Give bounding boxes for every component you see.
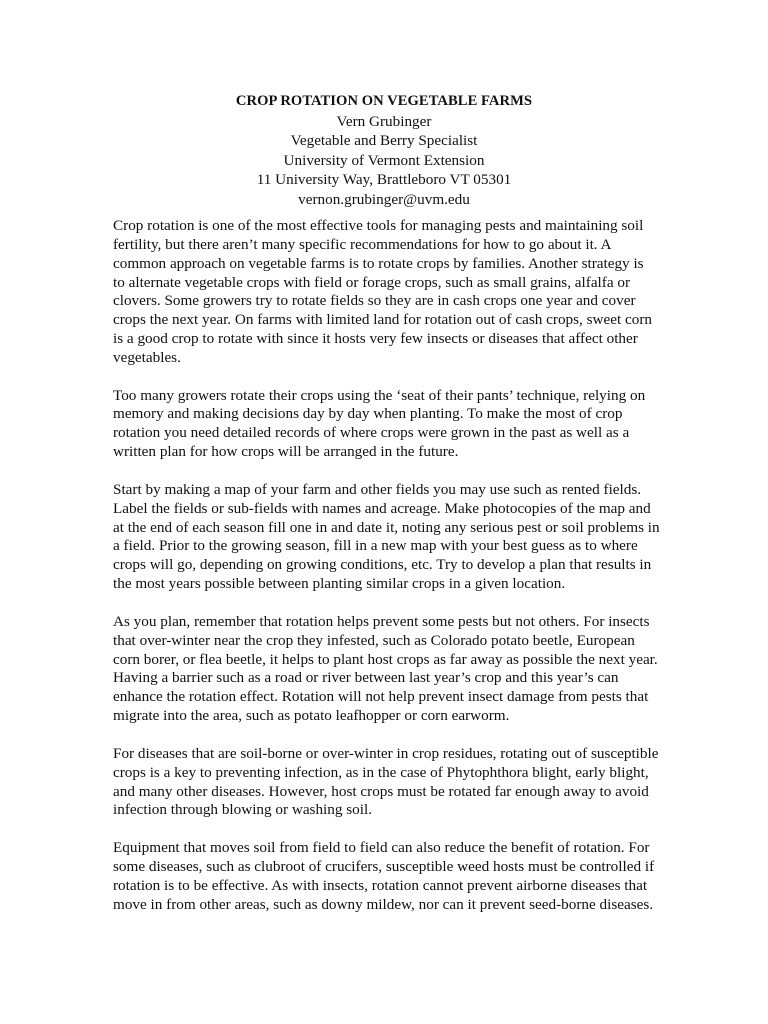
text-line: Label the fields or sub-fields with names and acreage. Make photocopies of the map and xyxy=(113,499,651,517)
document-header xyxy=(0,92,768,210)
text-line: is a good crop to rotate with since it hosts very few insects or diseases that affect other xyxy=(113,330,638,348)
text-line: Too many growers rotate their crops using the ‘seat of their pants’ technique, relying on xyxy=(113,386,646,404)
text-line: the most years possible between planting similar crops in a given location. xyxy=(113,575,566,593)
text-line: fertility, but there aren’t many specific recommendations for how to go about it. A xyxy=(113,235,612,253)
author-institution: University of Vermont Extension xyxy=(283,151,485,169)
text-line: move in from other areas, such as downy mildew, nor can it prevent seed-borne diseases. xyxy=(113,895,654,913)
text-line: that over-winter near the crop they infested, such as Colorado potato beetle, European xyxy=(113,631,635,649)
text-line: Having a barrier such as a road or river between last year’s crop and this year’s can xyxy=(113,669,619,687)
text-line: infection through blowing or washing soil. xyxy=(113,801,373,819)
text-line: written plan for how crops will be arranged in the future. xyxy=(113,443,459,461)
paragraph-5 xyxy=(113,745,661,820)
text-line: corn borer, or flea beetle, it helps to plant host crops as far away as possible the next year. xyxy=(113,650,658,668)
text-line: Start by making a map of your farm and other fields you may use such as rented fields. xyxy=(113,480,642,498)
paragraph-3 xyxy=(113,481,661,594)
text-line: migrate into the area, such as potato leafhopper or corn earworm. xyxy=(113,707,510,725)
text-line: enhance the rotation effect. Rotation will not help prevent insect damage from pests that xyxy=(113,688,649,706)
text-line: common approach on vegetable farms is to rotate crops by families. Another strategy is xyxy=(113,254,644,272)
text-line: crops is a key to preventing infection, as in the case of Phytophthora blight, early blight, xyxy=(113,763,649,781)
text-line: crops the next year. On farms with limited land for rotation out of cash crops, sweet corn xyxy=(113,311,653,329)
text-line: Crop rotation is one of the most effective tools for managing pests and maintaining soil xyxy=(113,217,644,234)
document-title: CROP ROTATION ON VEGETABLE FARMS xyxy=(235,93,533,109)
text-line: Equipment that moves soil from field to field can also reduce the benefit of rotation. For xyxy=(113,839,650,857)
text-line: clovers. Some growers try to rotate fields so they are in cash crops one year and cover xyxy=(113,292,636,310)
text-line: rotation you need detailed records of where crops were grown in the past as well as a xyxy=(113,424,630,442)
document-body xyxy=(113,217,661,933)
text-line: vegetables. xyxy=(113,348,181,366)
paragraph-1 xyxy=(113,217,661,368)
author-position: Vegetable and Berry Specialist xyxy=(290,132,478,150)
paragraph-6 xyxy=(113,839,661,914)
text-line: and many other diseases. However, host crops must be rotated far enough away to avoid xyxy=(113,782,649,800)
paragraph-4 xyxy=(113,613,661,726)
text-line: memory and making decisions day by day when planting. To make the most of crop xyxy=(113,405,623,423)
text-line: to alternate vegetable crops with field or forage crops, such as small grains, alfalfa or xyxy=(113,273,631,291)
text-line: at the end of each season fill one in and date it, noting any serious pest or soil problems in xyxy=(113,518,660,536)
text-line: some diseases, such as clubroot of crucifers, susceptible weed hosts must be controlled if xyxy=(113,857,655,875)
text-line: As you plan, remember that rotation helps prevent some pests but not others. For insects xyxy=(113,612,650,630)
author-name: Vern Grubinger xyxy=(336,112,432,130)
text-line: rotation is to be effective. As with insects, rotation cannot prevent airborne diseases that xyxy=(113,876,648,894)
text-line: a field. Prior to the growing season, fill in a new map with your best guess as to where xyxy=(113,537,638,555)
author-email: vernon.grubinger@uvm.edu xyxy=(298,190,470,208)
author-address: 11 University Way, Brattleboro VT 05301 xyxy=(256,171,512,189)
paragraph-2 xyxy=(113,387,661,462)
text-line: For diseases that are soil-borne or over-winter in crop residues, rotating out of susceptible xyxy=(113,744,659,762)
text-line: crops will go, depending on growing conditions, etc. Try to develop a plan that results in xyxy=(113,556,652,574)
